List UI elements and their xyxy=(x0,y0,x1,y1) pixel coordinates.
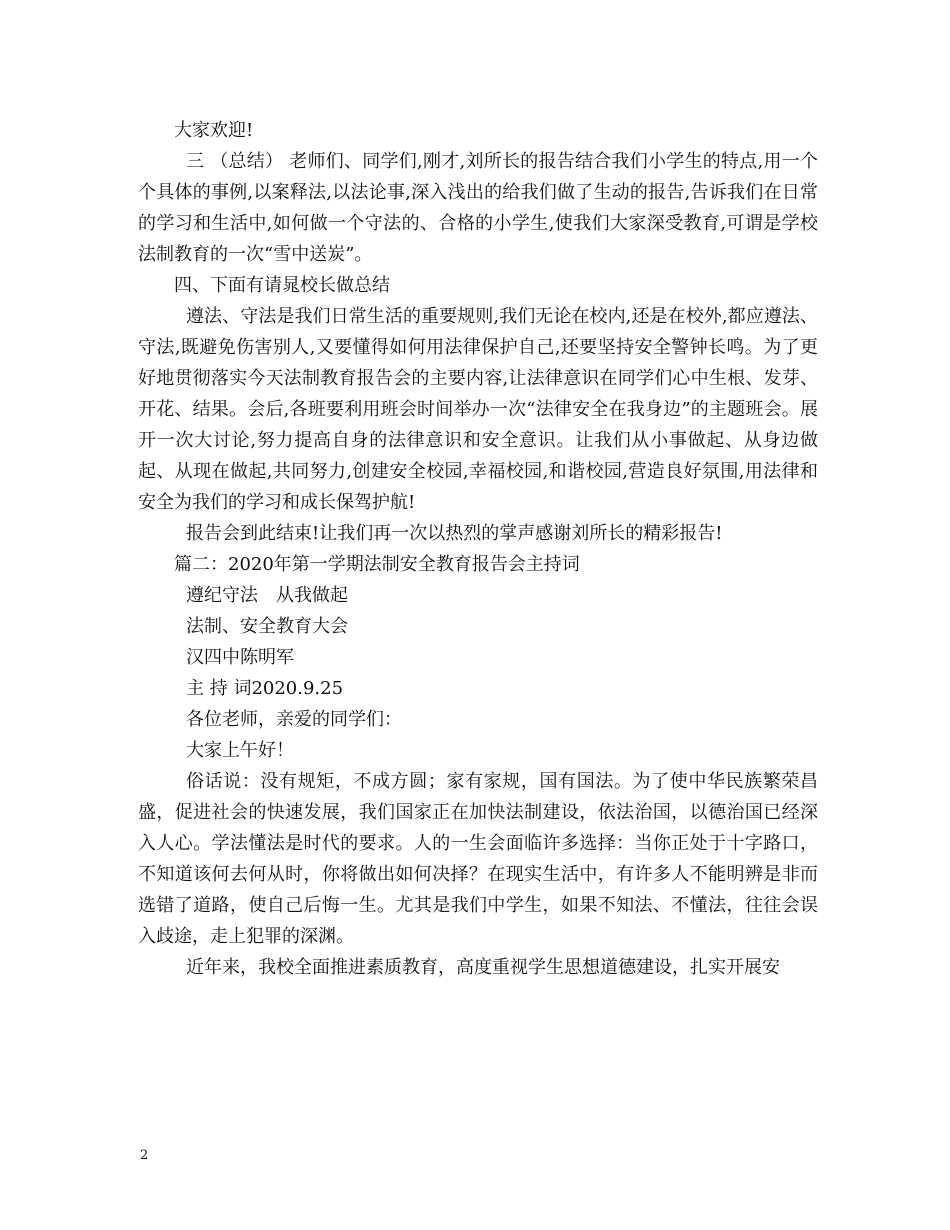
paragraph-summary: 三 （总结） 老师们、同学们,刚才,刘所长的报告结合我们小学生的特点,用一个个具体的事例,以案释法,以法论事,深入浅出的给我们做了生动的报告,告诉我们在日常的学习和生活中,如何做一个守法的、合格的小学生,使我们大家深受教育,可谓是学校法制教育的一次“雪中送炭”。 xyxy=(138,151,818,265)
paragraph-host-date: 主 持 词2020.9.25 xyxy=(186,678,344,699)
paragraph-author: 汉四中陈明军 xyxy=(186,647,294,668)
paragraph-greeting: 大家上午好！ xyxy=(186,740,294,761)
paragraph-welcome: 大家欢迎! xyxy=(174,120,254,141)
paragraph-closing: 报告会到此结束!让我们再一次以热烈的掌声感谢刘所长的精彩报告! xyxy=(186,523,723,544)
paragraph-section-four-heading: 四、下面有请晁校长做总结 xyxy=(174,275,390,296)
paragraph-principal-summary: 遵法、守法是我们日常生活的重要规则,我们无论在校内,还是在校外,都应遵法、守法,既避免伤害别人,又要懂得如何用法律保护自己,还要坚持安全警钟长鸣。为了更好地贯彻落实今天法制教育报告会的主要内容,让法律意识在同学们心中生根、发芽、开花、结果。会后,各班要利用班会时间举办一次“法律安全在我身边”的主题班会。展开一次大讨论,努力提高自身的法律意识和安全意识。让我们从小事做起、从身边做起、从现在做起,共同努力,创建安全校园,幸福校园,和谐校园,营造良好氛围,用法律和安全为我们的学习和成长保驾护航! xyxy=(138,306,818,513)
page-number: 2 xyxy=(140,1148,149,1163)
document-body xyxy=(138,115,818,983)
paragraph-theme: 遵纪守法 从我做起 xyxy=(186,585,348,606)
paragraph-chapter-two-title: 篇二：2020年第一学期法制安全教育报告会主持词 xyxy=(174,554,580,575)
paragraph-meeting-name: 法制、安全教育大会 xyxy=(186,616,348,637)
paragraph-proverb: 俗话说：没有规矩，不成方圆；家有家规，国有国法。为了使中华民族繁荣昌盛，促进社会的快速发展，我们国家正在加快法制建设，依法治国，以德治国已经深入人心。学法懂法是时代的要求。人的一生会面临许多选择：当你正处于十字路口，不知道该何去何从时，你将做出如何决择？在现实生活中，有许多人不能明辨是非而选错了道路，使自己后悔一生。尤其是我们中学生，如果不知法、不懂法，往往会误入歧途，走上犯罪的深渊。 xyxy=(138,771,818,947)
paragraph-salutation: 各位老师，亲爱的同学们： xyxy=(186,709,402,730)
paragraph-recent-years: 近年来，我校全面推进素质教育，高度重视学生思想道德建设，扎实开展安 xyxy=(186,957,780,978)
